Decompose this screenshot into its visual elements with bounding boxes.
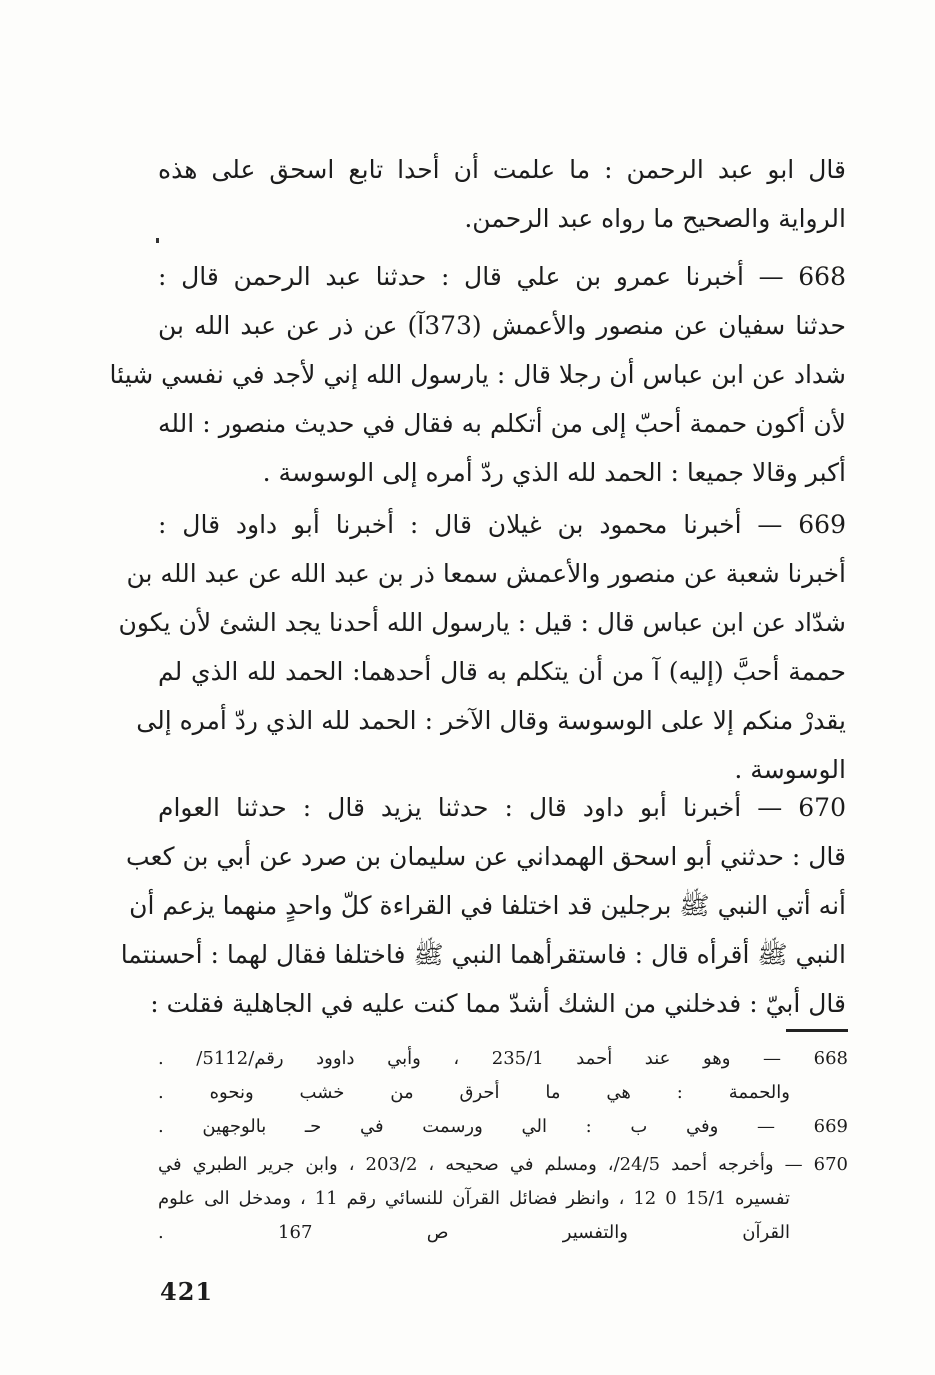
hadith-669 [118,500,846,794]
text-line: حممة أحبَّ (إليه) آ من أن يتكلم به قال أحدهما: الحمد لله الذي لم [158,657,846,686]
text-line: الرواية والصحيح ما رواه عبد الرحمن. [464,204,846,233]
text-line: قال ابو عبد الرحمن : ما علمت أن أحدا تابع اسحق على هذه [158,155,846,184]
hadith-670 [120,783,846,1028]
page-number: 421 [160,1277,214,1306]
text-line: 668 — أخبرنا عمرو بن علي قال : حدثنا عبد الرحمن قال : [158,262,846,291]
text-line: أنه أتي النبي ﷺ برجلين قد اختلفا في القراءة كلّ واحدٍ منهما يزعم أن [129,891,846,920]
footnote-670 [158,1148,848,1250]
footnote-separator [786,1029,848,1032]
text-line: أخبرنا شعبة عن منصور والأعمش سمعا ذر بن عبد الله عن عبد الله بن [126,559,846,588]
footnote-line: تفسيره 15/1 0 12 ، وانظر فضائل القرآن للنسائي رقم 11 ، ومدخل الى علوم [158,1188,790,1209]
text-line: يقدرْ منكم إلا على الوسوسة وقال الآخر : الحمد لله الذي ردّ أمره إلى [136,706,846,735]
text-line: حدثنا سفيان عن منصور والأعمش (373آ) عن ذر عن عبد الله بن [158,311,847,340]
footnote-line: القرآن والتفسير ص 167 . [158,1222,790,1243]
text-line: قال : حدثني أبو اسحق الهمداني عن سليمان بن صرد عن أبي بن كعب [126,842,846,871]
footnote-line: 670 — وأخرجه أحمد 24/5/، ومسلم في صحيحه ، 203/2 ، وابن جرير الطبري في [158,1154,848,1175]
text-line: لأن أكون حممة أحبّ إلى من أتكلم به فقال في حديث منصور : الله [158,409,846,438]
text-line: الوسوسة . [734,755,846,784]
text-line: شدّاد عن ابن عباس قال : قيل : يارسول الله أحدنا يجد الشئ لأن يكون [118,608,846,637]
footnote-line: والحممة : هي ما أحرق من خشب ونحوه . [158,1082,790,1103]
footnote-line: 668 — وهو عند أحمد 235/1 ، وأبي داوود رقم/5112/ . [158,1048,848,1069]
text-line: 669 — أخبرنا محمود بن غيلان قال : أخبرنا أبو داود قال : [158,510,846,539]
footnote-668 [158,1042,848,1110]
text-line: أكبر وقالا جميعا : الحمد لله الذي ردّ أمره إلى الوسوسة . [262,458,846,487]
footnote-line: 669 — وفي ب : الي ورسمت في حـ بالوجهين . [158,1116,848,1137]
text-line: النبي ﷺ أقرأه قال : فاستقرأهما النبي ﷺ فاختلفا فقال لهما : أحسنتما [120,940,846,969]
footnote-669 [158,1110,848,1144]
paragraph-intro [158,145,846,243]
text-line: 670 — أخبرنا أبو داود قال : حدثنا يزيد قال : حدثنا العوام [158,793,846,822]
hadith-668 [109,252,847,497]
text-line: شداد عن ابن عباس أن رجلا قال : يارسول الله إني لأجد في نفسي شيئا [109,360,846,389]
text-line: قال أبيّ : فدخلني من الشك أشدّ مما كنت عليه في الجاهلية فقلت : [150,989,846,1018]
